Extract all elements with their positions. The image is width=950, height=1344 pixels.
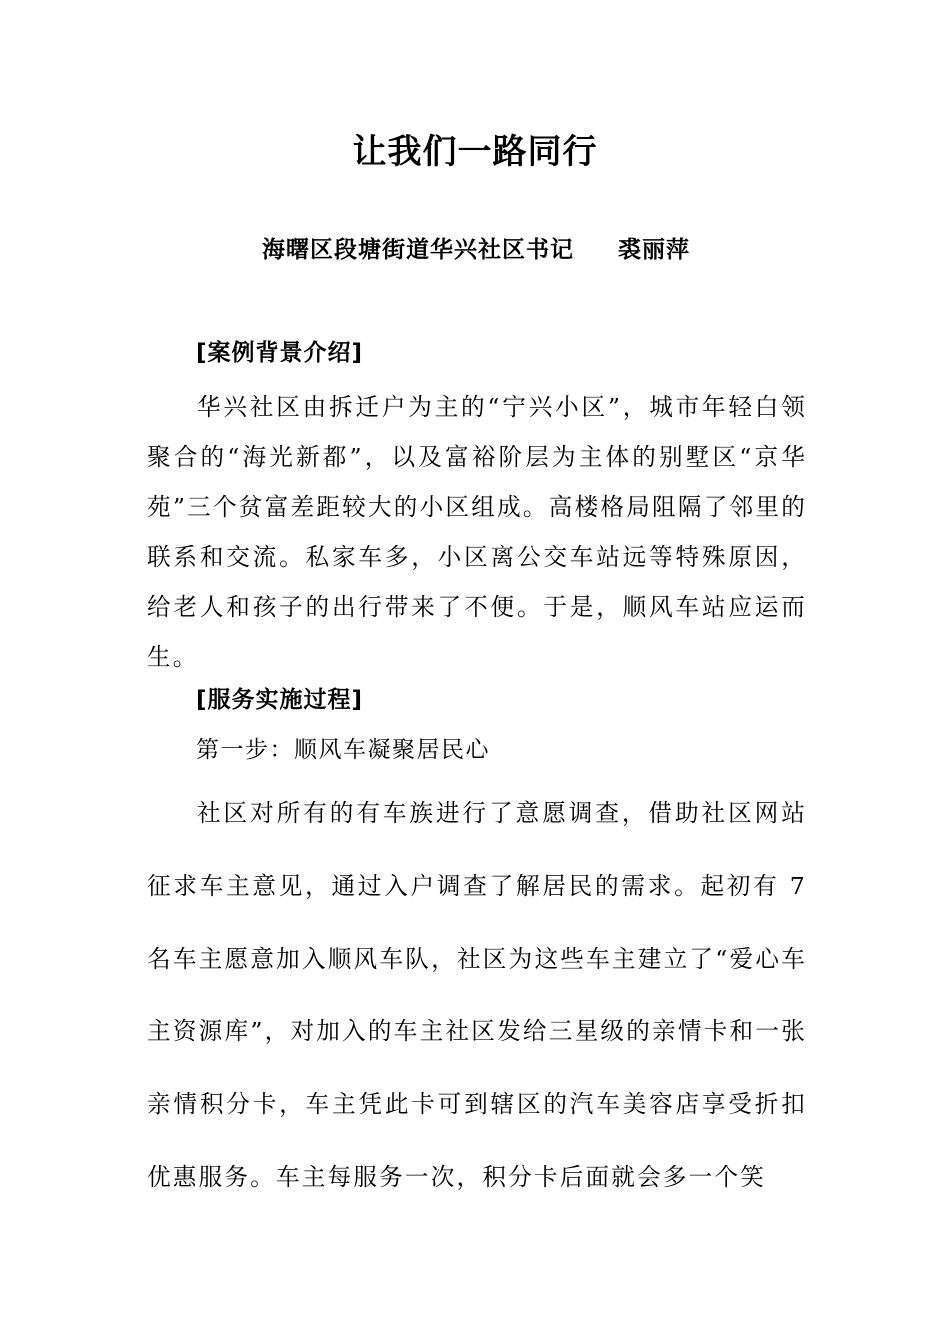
background-paragraph: 华兴社区由拆迁户为主的“宁兴小区”，城市年轻白领聚合的“海光新都”，以及富裕阶层为主体的别墅区“京华苑”三个贫富差距较大的小区组成。高楼格局阻隔了邻里的联系和交流。私家车多，小区离公交车站远等特殊原因，给老人和孩子的出行带来了不便。于是，顺风车站应运而生。	[147, 393, 807, 671]
step-one-title: 第一步：顺风车凝聚居民心	[196, 737, 490, 763]
step-one-paragraph: 社区对所有的有车族进行了意愿调查，借助社区网站征求车主意见，通过入户调查了解居民的需求。起初有 7 名车主愿意加入顺风车队，社区为这些车主建立了“爱心车主资源库”，对加入的车主社区发给三星级的亲情卡和一张亲情积分卡，车主凭此卡可到辖区的汽车美容店享受折扣优惠服务。车主每服务一次，积分卡后面就会多一个笑	[147, 799, 807, 1191]
author-organization: 海曙区段塘街道华兴社区书记	[262, 237, 574, 263]
author-name: 裘丽萍	[618, 237, 690, 263]
section-heading-process: [服务实施过程]	[196, 687, 364, 713]
document-title: 让我们一路同行	[352, 132, 598, 172]
section-heading-background: [案例背景介绍]	[196, 340, 364, 366]
author-line	[0, 230, 950, 270]
